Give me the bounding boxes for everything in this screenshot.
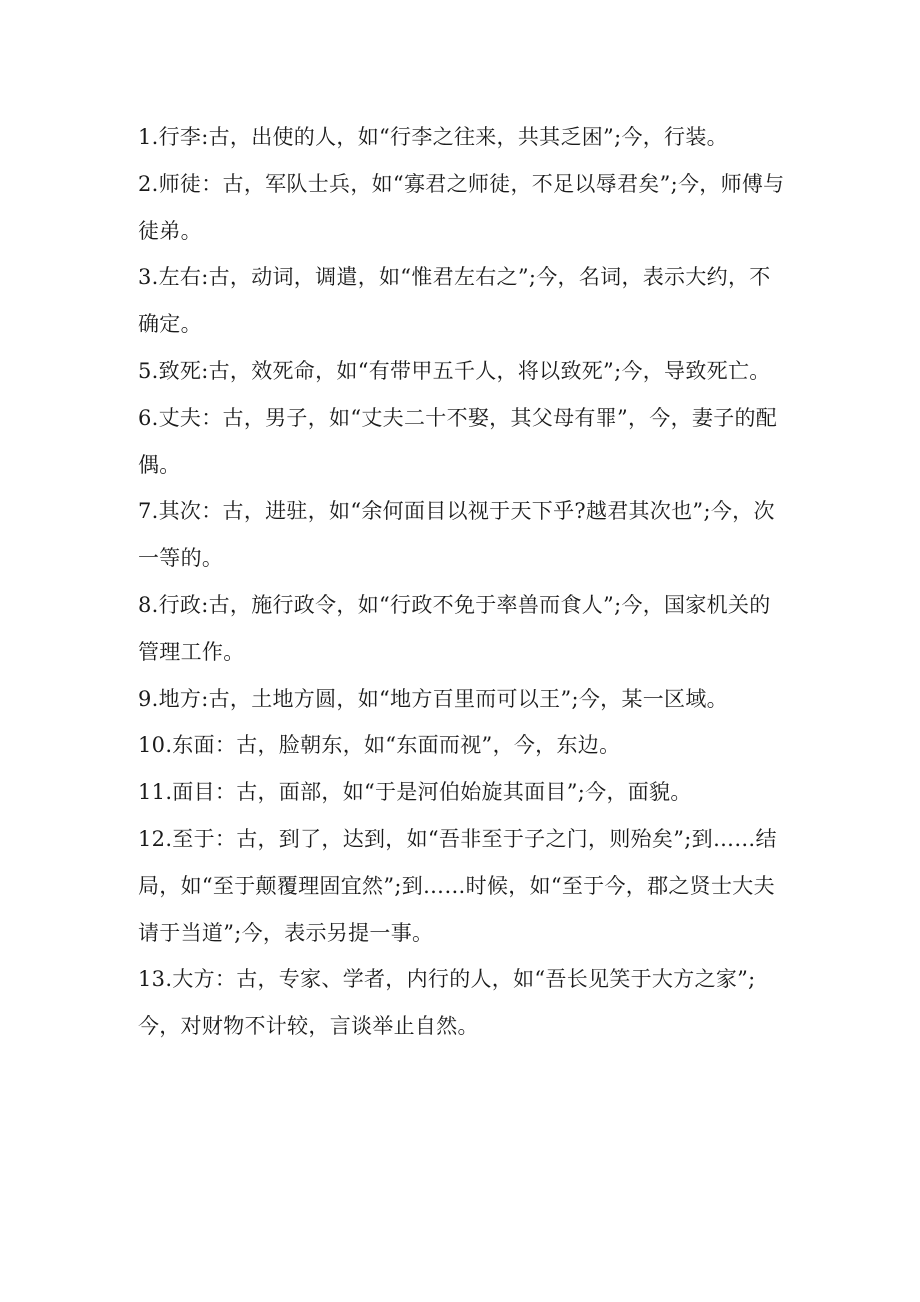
- entry-12: 12.至于：古，到了，达到，如“吾非至于子之门，则殆矣”;到……结局，如“至于颠覆理固宜然”;到……时候，如“至于今，郡之贤士大夫请于当道”;今，表示另提一事。: [138, 826, 777, 945]
- entry-1: 1.行李:古，出使的人，如“行李之往来，共其乏困”;今，行装。: [138, 125, 728, 149]
- entry-5: 5.致死:古，效死命，如“有带甲五千人，将以致死”;今，导致死亡。: [138, 358, 771, 383]
- entry-10: 10.东面：古，脸朝东，如“东面而视”，今，东边。: [138, 733, 621, 758]
- entry-6: 6.丈夫：古，男子，如“丈夫二十不娶，其父母有罪”，今，妻子的配偶。: [138, 405, 778, 477]
- entry-2: 2.师徒：古，军队士兵，如“寡君之师徒，不足以辱君矣”;今，师傅与徒弟。: [138, 171, 785, 243]
- entry-3: 3.左右:古，动词，调遣，如“惟君左右之”;今，名词，表示大约，不确定。: [138, 265, 771, 337]
- entry-8: 8.行政:古，施行政令，如“行政不免于率兽而食人”;今，国家机关的管理工作。: [138, 592, 771, 664]
- document-body: [138, 114, 790, 1050]
- entry-9: 9.地方:古，土地方圆，如“地方百里而可以王”;今，某一区域。: [138, 686, 728, 711]
- entry-11: 11.面目：古，面部，如“于是河伯始旋其面目”;今，面貌。: [138, 780, 692, 805]
- entry-7: 7.其次：古，进驻，如“余何面目以视于天下乎?越君其次也”;今，次一等的。: [138, 499, 775, 571]
- entry-13: 13.大方：古，专家、学者，内行的人，如“吾长见笑于大方之家”;今，对财物不计较，言谈举止自然。: [138, 967, 756, 1039]
